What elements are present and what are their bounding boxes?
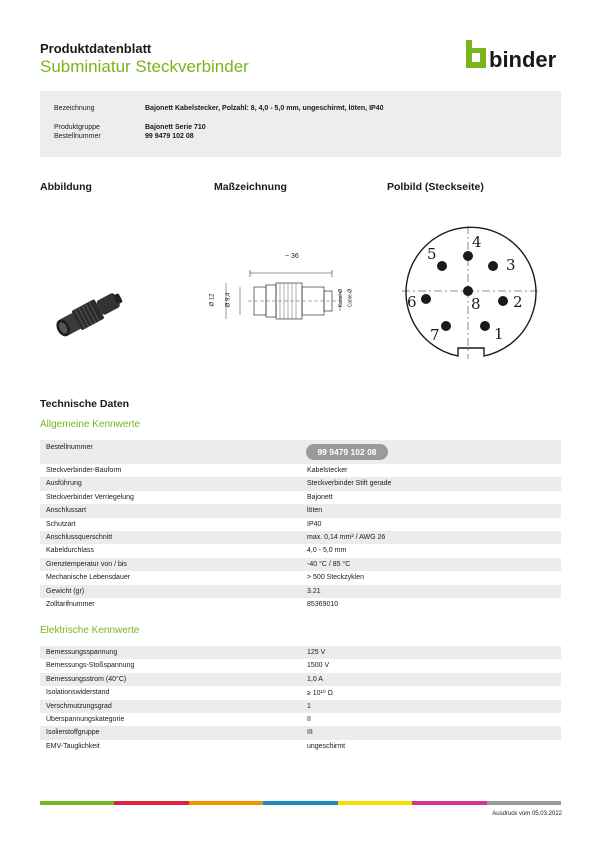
spec-value: Kabelstecker xyxy=(307,467,348,474)
dim-cable-label-de: Kabel-Ø xyxy=(338,288,345,308)
spec-key: Gewicht (gr) xyxy=(46,587,85,595)
footer-color-bar xyxy=(40,801,561,805)
spec-row xyxy=(40,544,561,557)
spec-key: Isolierstoffgruppe xyxy=(46,729,100,737)
spec-value: ungeschirmt xyxy=(307,742,346,750)
heading-abbildung: Abbildung xyxy=(40,181,92,193)
print-date: Ausdruck vom 05.03.2022 xyxy=(492,811,562,817)
spec-key: Anschlussquerschnitt xyxy=(46,534,113,541)
info-label-bezeichnung: Bezeichnung xyxy=(54,105,95,112)
pin-label-6: 6 xyxy=(407,293,417,311)
spec-value: ≥ 10¹⁰ Ω xyxy=(307,690,333,698)
footer-bar-segment xyxy=(263,801,337,805)
info-value-bezeichnung: Bajonett Kabelstecker, Polzahl: 8, 4,0 - 5,0 mm, ungeschirmt, löten, IP40 xyxy=(145,105,384,112)
spec-key: Überspannungskategorie xyxy=(46,716,125,723)
spec-value: > 500 Steckzyklen xyxy=(307,574,365,582)
spec-key: Steckverbinder Verriegelung xyxy=(46,493,134,501)
dim-cable-label-en: Cable-Ø xyxy=(347,288,354,308)
spec-key: Schutzart xyxy=(46,520,76,528)
spec-key: EMV-Tauglichkeit xyxy=(46,742,100,750)
spec-row xyxy=(40,646,561,659)
spec-row xyxy=(40,518,561,531)
spec-key: Bemessungsspannung xyxy=(46,649,118,656)
spec-row xyxy=(40,531,561,544)
dim-length-label: ~ 36 xyxy=(285,253,299,260)
footer-bar-segment xyxy=(40,801,114,805)
pin-label-2: 2 xyxy=(513,293,523,311)
spec-key: Kabeldurchlass xyxy=(46,547,94,555)
pin-label-8: 8 xyxy=(471,295,481,313)
spec-row xyxy=(40,700,561,713)
spec-value: 1 xyxy=(307,702,311,710)
pin-label-4: 4 xyxy=(472,233,482,251)
order-number-row xyxy=(40,440,561,464)
footer-bar-segment xyxy=(338,801,412,805)
spec-key: Mechanische Lebensdauer xyxy=(46,574,131,582)
tech-data-heading: Technische Daten xyxy=(40,398,130,410)
spec-key: Ausführung xyxy=(46,480,82,488)
spec-key: Bemessungsstrom (40°C) xyxy=(46,675,127,683)
product-info-box xyxy=(40,91,561,157)
spec-row xyxy=(40,477,561,490)
product-image xyxy=(48,282,134,342)
spec-row xyxy=(40,464,561,477)
spec-key: Grenztemperatur von / bis xyxy=(46,560,127,568)
spec-value: max. 0,14 mm² / AWG 26 xyxy=(307,534,386,541)
svg-text:binder: binder xyxy=(489,47,557,72)
pin-label-1: 1 xyxy=(494,325,504,343)
spec-value: löten xyxy=(307,507,323,515)
dimension-drawing xyxy=(209,253,372,325)
heading-masszeichnung: Maßzeichnung xyxy=(214,181,287,193)
spec-key: Bemessungs-Stoßspannung xyxy=(46,662,135,670)
footer-bar-segment xyxy=(412,801,486,805)
info-value-bestellnummer: 99 9479 102 08 xyxy=(145,133,194,140)
spec-value: 4,0 - 5,0 mm xyxy=(307,547,347,555)
spec-row xyxy=(40,598,561,611)
dim-dia-outer-label: Ø 12 xyxy=(209,293,216,307)
spec-value: 3.21 xyxy=(307,587,321,595)
order-number-label: Bestellnummer xyxy=(46,444,93,451)
spec-row xyxy=(40,571,561,584)
order-number-badge: 99 9479 102 08 xyxy=(306,444,388,460)
page-title: Produktdatenblatt xyxy=(40,41,152,56)
dim-dia-inner-label: Ø 9,4 xyxy=(225,292,232,308)
spec-value: 125 V xyxy=(307,649,326,656)
spec-value: IP40 xyxy=(307,520,322,528)
spec-row xyxy=(40,686,561,699)
spec-key: Steckverbinder-Bauform xyxy=(46,467,122,474)
spec-row xyxy=(40,558,561,571)
pin-label-3: 3 xyxy=(506,256,516,274)
spec-row xyxy=(40,659,561,672)
pin-label-7: 7 xyxy=(430,326,440,344)
general-specs-heading: Allgemeine Kennwerte xyxy=(40,419,141,430)
info-label-bestellnummer: Bestellnummer xyxy=(54,133,101,140)
footer-bar-segment xyxy=(114,801,188,805)
spec-key: Zolltarifnummer xyxy=(46,601,95,608)
spec-value: 85369010 xyxy=(307,601,339,608)
pin-layout-diagram xyxy=(398,221,543,366)
spec-key: Verschmutzungsgrad xyxy=(46,702,112,710)
spec-row xyxy=(40,585,561,598)
spec-row xyxy=(40,673,561,686)
spec-row xyxy=(40,491,561,504)
spec-value: Steckverbinder Stift gerade xyxy=(307,480,392,488)
binder-logo xyxy=(466,40,562,72)
electrical-specs-heading: Elektrische Kennwerte xyxy=(40,625,140,636)
spec-value: 1,0 A xyxy=(307,675,323,683)
heading-polbild: Polbild (Steckseite) xyxy=(387,181,484,193)
pin-label-5: 5 xyxy=(427,245,437,263)
spec-row xyxy=(40,740,561,753)
spec-key: Anschlussart xyxy=(46,507,87,515)
footer-bar-segment xyxy=(189,801,263,805)
info-value-produktgruppe: Bajonett Serie 710 xyxy=(145,124,206,131)
page-subtitle: Subminiatur Steckverbinder xyxy=(40,57,249,76)
spec-value: III xyxy=(307,729,313,737)
footer-bar-segment xyxy=(487,801,561,805)
spec-value: -40 °C / 85 °C xyxy=(307,560,351,568)
spec-row xyxy=(40,713,561,726)
spec-value: Bajonett xyxy=(307,493,333,501)
spec-key: Isolationswiderstand xyxy=(46,689,110,697)
info-label-produktgruppe: Produktgruppe xyxy=(54,124,100,131)
spec-value: II xyxy=(307,716,311,723)
spec-value: 1500 V xyxy=(307,662,330,670)
spec-row xyxy=(40,726,561,739)
spec-row xyxy=(40,504,561,517)
